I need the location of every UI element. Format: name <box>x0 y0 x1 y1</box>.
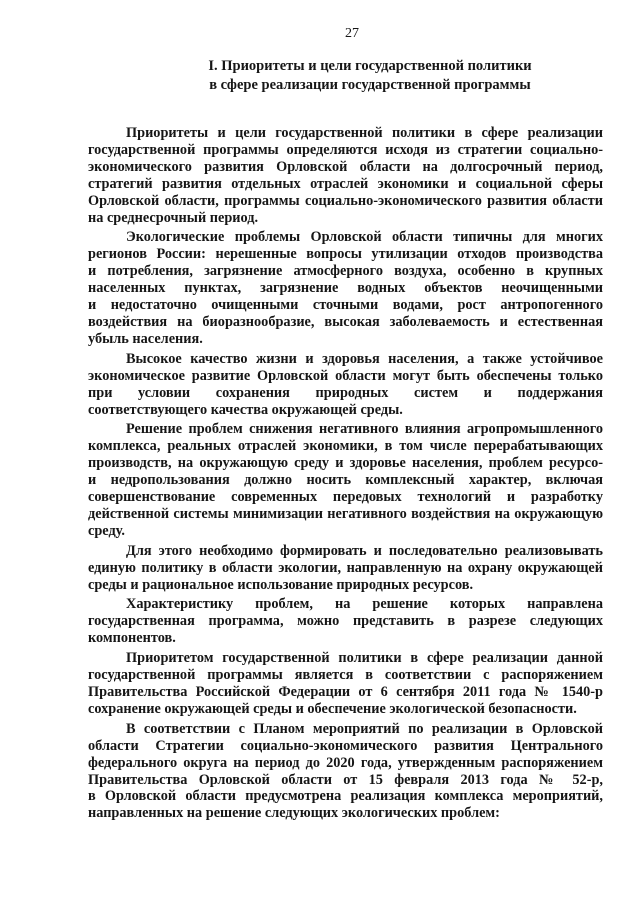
paragraph-line: регионов России: нерешенные вопросы утилизации отходов производства <box>88 246 603 263</box>
paragraph-line: стратегий развития отдельных отраслей экономики и социальной сферы <box>88 175 603 192</box>
paragraph-line: государственной программы является в соответствии с распоряжением <box>88 667 603 684</box>
paragraph <box>88 721 603 822</box>
page-number: 27 <box>345 26 359 41</box>
paragraph-line: убыль населения. <box>88 330 203 347</box>
paragraph-line: направленных на решение следующих экологических проблем: <box>88 805 500 822</box>
paragraph-line: Приоритетом государственной политики в сфере реализации данной <box>126 650 603 667</box>
paragraph-line: Правительства Российской Федерации от 6 сентября 2011 года № 1540-р <box>88 684 603 700</box>
paragraph-line: и недостаточно очищенными сточными водами, рост антропогенного <box>88 297 603 314</box>
paragraph-line: Характеристику проблем, на решение которых направлена <box>126 596 603 613</box>
paragraph-line: среды и рациональное использование природных ресурсов. <box>88 576 474 593</box>
paragraph <box>88 543 603 594</box>
paragraph <box>88 229 603 347</box>
paragraph <box>88 125 603 226</box>
paragraph-line: совершенствование современных передовых технологий и разработку <box>88 489 603 506</box>
section-heading-line-1: I. Приоритеты и цели государственной политики <box>208 58 532 74</box>
paragraph-line: среду. <box>88 522 125 539</box>
paragraph-line: В соответствии с Планом мероприятий по реализации в Орловской <box>126 720 603 737</box>
section-heading <box>150 57 590 95</box>
paragraph-line: Решение проблем снижения негативного влияния агропромышленного <box>126 421 603 438</box>
paragraph-line: экономического развития Орловской области на долгосрочный период, <box>88 158 603 175</box>
paragraph-line: на среднесрочный период. <box>88 209 259 226</box>
paragraph-line: Правительства Орловской области от 15 февраля 2013 года № 52-р, <box>88 771 603 788</box>
paragraph-line: области Стратегии социально-экономического развития Центрального <box>88 737 603 754</box>
paragraph-line: Экологические проблемы Орловской области типичны для многих <box>126 229 603 246</box>
paragraph-line: Для этого необходимо формировать и последовательно реализовывать <box>126 542 603 559</box>
body-text <box>88 125 603 825</box>
paragraph-line: единую политику в области экологии, направленную на охрану окружающей <box>88 559 603 576</box>
paragraph-line: комплекса, реальных отраслей экономики, в том числе перерабатывающих <box>88 438 603 455</box>
paragraph-line: воздействия на биоразнообразие, высокая заболеваемость и естественная <box>88 313 603 330</box>
paragraph-line: населенных пунктах, загрязнение водных объектов неочищенными <box>88 280 603 297</box>
paragraph-line: федерального округа на период до 2020 года, утвержденным распоряжением <box>88 754 603 771</box>
paragraph-line: производств, на окружающую среду и здоровье населения, проблем ресурсо- <box>88 455 603 472</box>
paragraph-line: экономическое развитие Орловской области могут быть обеспечены только <box>88 367 603 384</box>
paragraph-line: Приоритеты и цели государственной политики в сфере реализации <box>126 125 603 141</box>
paragraph-line: в Орловской области предусмотрена реализация комплекса мероприятий, <box>88 788 603 805</box>
paragraph <box>88 596 603 647</box>
paragraph-line: при условии сохранения природных систем и поддержания <box>88 384 603 401</box>
paragraph-line: Орловской области, программы социально-экономического развития области <box>88 192 603 209</box>
paragraph <box>88 421 603 539</box>
paragraph-line: государственной программы определяются исходя из стратегии социально- <box>88 141 603 158</box>
paragraph-line: соответствующего качества окружающей среды. <box>88 401 403 418</box>
paragraph-line: действенной системы минимизации негативного воздействия на окружающую <box>88 505 603 522</box>
paragraph <box>88 650 603 718</box>
paragraph-line: и недропользования должно носить комплексный характер, включая <box>88 472 603 489</box>
paragraph-line: и потребления, загрязнение атмосферного воздуха, особенно в крупных <box>88 263 603 280</box>
section-heading-line-2: в сфере реализации государственной программы <box>209 77 531 93</box>
paragraph-line: Высокое качество жизни и здоровья населения, а также устойчивое <box>126 350 603 367</box>
paragraph <box>88 351 603 419</box>
paragraph-line: сохранение окружающей среды и обеспечение экологической безопасности. <box>88 700 577 717</box>
paragraph-line: государственная программа, можно представить в разрезе следующих <box>88 613 603 630</box>
paragraph-line: компонентов. <box>88 630 176 647</box>
